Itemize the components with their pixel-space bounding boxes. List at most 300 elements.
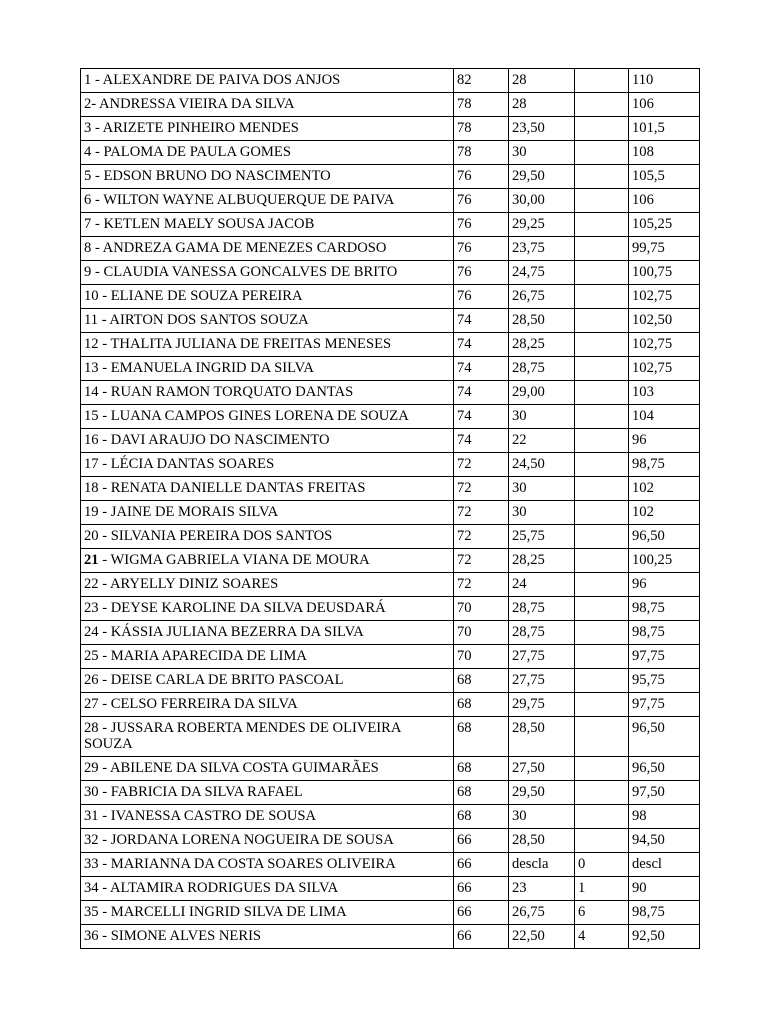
table-row	[81, 357, 700, 381]
candidate-name: ARIZETE PINHEIRO MENDES	[102, 120, 299, 136]
score-b-cell: 28,75	[509, 597, 575, 621]
candidate-name: LÉCIA DANTAS SOARES	[110, 456, 275, 472]
score-b-cell: 30	[509, 477, 575, 501]
candidate-name-cell	[81, 549, 454, 573]
rank-separator: -	[98, 360, 111, 376]
score-a-cell: 72	[454, 453, 509, 477]
score-a-cell: 72	[454, 525, 509, 549]
score-a-cell: 66	[454, 925, 509, 949]
table-row	[81, 717, 700, 757]
rank-separator: -	[98, 648, 111, 664]
score-a-cell: 74	[454, 309, 509, 333]
rank-separator: -	[98, 904, 111, 920]
candidate-name: RENATA DANIELLE DANTAS FREITAS	[110, 480, 366, 496]
rank-separator: -	[98, 336, 111, 352]
candidate-name: MARIANNA DA COSTA SOARES OLIVEIRA	[110, 856, 396, 872]
table-row	[81, 693, 700, 717]
score-c-cell	[575, 477, 629, 501]
candidate-name-cell	[81, 381, 454, 405]
rank-separator: -	[98, 928, 111, 944]
candidate-rank: 4	[84, 144, 92, 160]
score-c-cell	[575, 501, 629, 525]
rank-separator: -	[98, 880, 110, 896]
candidate-name-cell	[81, 453, 454, 477]
candidate-name-cell	[81, 165, 454, 189]
candidate-name: EMANUELA INGRID DA SILVA	[110, 360, 314, 376]
total-score-cell: 98,75	[629, 621, 700, 645]
total-score-cell: 95,75	[629, 669, 700, 693]
candidate-name: ALEXANDRE DE PAIVA DOS ANJOS	[102, 72, 341, 88]
candidate-rank: 8	[84, 240, 92, 256]
candidate-name-cell	[81, 213, 454, 237]
candidate-name: ARYELLY DINIZ SOARES	[109, 576, 279, 592]
score-b-cell: 30	[509, 501, 575, 525]
table-row	[81, 165, 700, 189]
candidate-name: JUSSARA ROBERTA MENDES DE OLIVEIRA SOUZA	[84, 720, 401, 752]
score-a-cell: 74	[454, 381, 509, 405]
score-c-cell	[575, 693, 629, 717]
candidate-name-cell	[81, 309, 454, 333]
rank-separator: -	[91, 72, 103, 88]
score-a-cell: 68	[454, 805, 509, 829]
rank-separator: -	[98, 528, 111, 544]
total-score-cell: 102,50	[629, 309, 700, 333]
candidate-name: KETLEN MAELY SOUSA JACOB	[103, 216, 315, 232]
score-a-cell: 76	[454, 189, 509, 213]
score-a-cell: 68	[454, 717, 509, 757]
score-a-cell: 76	[454, 285, 509, 309]
score-c-cell	[575, 285, 629, 309]
total-score-cell: 104	[629, 405, 700, 429]
score-c-cell	[575, 165, 629, 189]
score-b-cell: 30,00	[509, 189, 575, 213]
candidate-name: THALITA JULIANA DE FREITAS MENESES	[110, 336, 392, 352]
table-row	[81, 621, 700, 645]
score-a-cell: 72	[454, 549, 509, 573]
score-c-cell	[575, 453, 629, 477]
score-b-cell: 23,50	[509, 117, 575, 141]
candidate-name: WILTON WAYNE ALBUQUERQUE DE PAIVA	[103, 192, 395, 208]
candidate-rank: 11	[84, 312, 99, 328]
candidate-name-cell	[81, 429, 454, 453]
score-b-cell: 27,75	[509, 669, 575, 693]
score-a-cell: 66	[454, 829, 509, 853]
candidate-name: PALOMA DE PAULA GOMES	[103, 144, 291, 160]
score-a-cell: 70	[454, 621, 509, 645]
rank-separator: -	[98, 760, 110, 776]
score-b-cell: 26,75	[509, 901, 575, 925]
total-score-cell: 101,5	[629, 117, 700, 141]
rank-separator: -	[91, 240, 103, 256]
rank-separator: -	[98, 784, 111, 800]
candidate-name-cell	[81, 477, 454, 501]
rank-separator: -	[91, 168, 104, 184]
candidate-rank: 21	[84, 552, 99, 568]
candidate-name: AIRTON DOS SANTOS SOUZA	[109, 312, 309, 328]
table-row	[81, 525, 700, 549]
score-c-cell	[575, 237, 629, 261]
rank-separator: -	[98, 576, 110, 592]
total-score-cell: 90	[629, 877, 700, 901]
table-row	[81, 781, 700, 805]
total-score-cell: 97,75	[629, 693, 700, 717]
candidate-rank: 17	[84, 456, 99, 472]
total-score-cell: 102,75	[629, 357, 700, 381]
score-c-cell	[575, 93, 629, 117]
candidate-name-cell	[81, 69, 454, 93]
candidate-name: FABRICIA DA SILVA RAFAEL	[110, 784, 303, 800]
table-row	[81, 877, 700, 901]
candidate-name: ABILENE DA SILVA COSTA GUIMARÃES	[109, 760, 379, 776]
candidate-name-cell	[81, 645, 454, 669]
table-row	[81, 213, 700, 237]
score-b-cell: 28,25	[509, 333, 575, 357]
score-c-cell	[575, 381, 629, 405]
score-c-cell: 1	[575, 877, 629, 901]
candidate-rank: 31	[84, 808, 99, 824]
table-row	[81, 381, 700, 405]
candidate-name-cell	[81, 757, 454, 781]
score-b-cell: 27,75	[509, 645, 575, 669]
rank-separator: -	[98, 432, 111, 448]
candidate-name-cell	[81, 877, 454, 901]
rank-separator: -	[91, 192, 104, 208]
table-row	[81, 69, 700, 93]
candidate-rank: 28	[84, 720, 99, 736]
candidate-name-cell	[81, 573, 454, 597]
table-row	[81, 477, 700, 501]
score-c-cell	[575, 213, 629, 237]
candidate-name-cell	[81, 141, 454, 165]
score-b-cell: 28	[509, 69, 575, 93]
score-a-cell: 70	[454, 597, 509, 621]
score-b-cell: 23,75	[509, 237, 575, 261]
score-a-cell: 68	[454, 781, 509, 805]
total-score-cell: descl	[629, 853, 700, 877]
rank-separator: -	[98, 408, 111, 424]
table-row	[81, 333, 700, 357]
score-a-cell: 68	[454, 693, 509, 717]
candidate-name: SIMONE ALVES NERIS	[110, 928, 262, 944]
total-score-cell: 102	[629, 477, 700, 501]
candidate-name: EDSON BRUNO DO NASCIMENTO	[103, 168, 331, 184]
candidate-name-cell	[81, 925, 454, 949]
candidate-name: RUAN RAMON TORQUATO DANTAS	[110, 384, 354, 400]
candidate-name: LUANA CAMPOS GINES LORENA DE SOUZA	[110, 408, 409, 424]
score-c-cell	[575, 429, 629, 453]
score-a-cell: 70	[454, 645, 509, 669]
total-score-cell: 100,75	[629, 261, 700, 285]
candidate-name: SILVANIA PEREIRA DOS SANTOS	[110, 528, 333, 544]
table-row	[81, 901, 700, 925]
candidate-rank: 25	[84, 648, 99, 664]
candidate-name: JAINE DE MORAIS SILVA	[110, 504, 279, 520]
table-row	[81, 93, 700, 117]
candidate-rank: 35	[84, 904, 99, 920]
score-c-cell	[575, 117, 629, 141]
score-a-cell: 82	[454, 69, 509, 93]
rank-separator: -	[98, 696, 111, 712]
score-c-cell: 0	[575, 853, 629, 877]
total-score-cell: 98,75	[629, 597, 700, 621]
score-c-cell	[575, 781, 629, 805]
score-a-cell: 68	[454, 669, 509, 693]
score-b-cell: 28,50	[509, 717, 575, 757]
candidate-rank: 9	[84, 264, 92, 280]
document-page	[80, 68, 700, 949]
candidate-rank: 24	[84, 624, 99, 640]
score-a-cell: 72	[454, 573, 509, 597]
table-row	[81, 549, 700, 573]
score-b-cell: 28	[509, 93, 575, 117]
score-b-cell: 29,50	[509, 781, 575, 805]
score-c-cell	[575, 333, 629, 357]
candidate-name-cell	[81, 501, 454, 525]
candidate-name: KÁSSIA JULIANA BEZERRA DA SILVA	[110, 624, 364, 640]
candidate-name-cell	[81, 781, 454, 805]
score-c-cell: 4	[575, 925, 629, 949]
score-c-cell	[575, 757, 629, 781]
score-b-cell: 26,75	[509, 285, 575, 309]
score-a-cell: 74	[454, 357, 509, 381]
table-row	[81, 309, 700, 333]
table-row	[81, 757, 700, 781]
candidate-name: JORDANA LORENA NOGUEIRA DE SOUSA	[110, 832, 394, 848]
candidate-rank: 5	[84, 168, 92, 184]
rank-separator: -	[98, 672, 111, 688]
table-row	[81, 261, 700, 285]
candidate-name: ELIANE DE SOUZA PEREIRA	[110, 288, 303, 304]
score-a-cell: 72	[454, 501, 509, 525]
total-score-cell: 102,75	[629, 285, 700, 309]
total-score-cell: 105,5	[629, 165, 700, 189]
score-c-cell	[575, 309, 629, 333]
score-b-cell: 28,50	[509, 309, 575, 333]
results-table-body	[81, 69, 700, 949]
score-a-cell: 74	[454, 405, 509, 429]
candidate-rank: 12	[84, 336, 99, 352]
candidate-name-cell	[81, 405, 454, 429]
score-b-cell: 28,50	[509, 829, 575, 853]
score-a-cell: 68	[454, 757, 509, 781]
candidate-rank: 30	[84, 784, 99, 800]
score-a-cell: 74	[454, 429, 509, 453]
total-score-cell: 103	[629, 381, 700, 405]
score-c-cell	[575, 525, 629, 549]
table-row	[81, 853, 700, 877]
score-b-cell: 24,50	[509, 453, 575, 477]
table-row	[81, 429, 700, 453]
table-row	[81, 237, 700, 261]
candidate-name-cell	[81, 853, 454, 877]
score-b-cell: 29,50	[509, 165, 575, 189]
table-row	[81, 141, 700, 165]
table-row	[81, 669, 700, 693]
rank-separator: -	[98, 456, 111, 472]
total-score-cell: 106	[629, 189, 700, 213]
rank-separator: -	[98, 384, 111, 400]
total-score-cell: 98,75	[629, 453, 700, 477]
score-c-cell	[575, 549, 629, 573]
score-b-cell: 24	[509, 573, 575, 597]
score-c-cell	[575, 669, 629, 693]
score-b-cell: 22	[509, 429, 575, 453]
table-row	[81, 645, 700, 669]
candidate-rank: 33	[84, 856, 99, 872]
table-row	[81, 805, 700, 829]
rank-separator: -	[91, 96, 99, 112]
score-c-cell	[575, 189, 629, 213]
candidate-name-cell	[81, 189, 454, 213]
rank-separator: -	[98, 288, 111, 304]
score-a-cell: 76	[454, 165, 509, 189]
table-row	[81, 189, 700, 213]
candidate-name-cell	[81, 901, 454, 925]
score-a-cell: 78	[454, 141, 509, 165]
rank-separator: -	[91, 216, 104, 232]
candidate-name: MARCELLI INGRID SILVA DE LIMA	[110, 904, 347, 920]
score-c-cell	[575, 261, 629, 285]
candidate-name: ALTAMIRA RODRIGUES DA SILVA	[109, 880, 339, 896]
candidate-rank: 34	[84, 880, 99, 896]
candidate-rank: 26	[84, 672, 99, 688]
total-score-cell: 106	[629, 93, 700, 117]
score-b-cell: 29,00	[509, 381, 575, 405]
score-b-cell: 28,75	[509, 621, 575, 645]
candidate-name-cell	[81, 117, 454, 141]
table-row	[81, 573, 700, 597]
total-score-cell: 96,50	[629, 717, 700, 757]
rank-separator: -	[91, 144, 104, 160]
candidate-rank: 19	[84, 504, 99, 520]
candidate-rank: 16	[84, 432, 99, 448]
score-c-cell	[575, 357, 629, 381]
candidate-name-cell	[81, 693, 454, 717]
results-table	[80, 68, 700, 949]
candidate-name: DEISE CARLA DE BRITO PASCOAL	[110, 672, 344, 688]
table-row	[81, 501, 700, 525]
total-score-cell: 97,75	[629, 645, 700, 669]
rank-separator: -	[98, 720, 111, 736]
candidate-rank: 2	[84, 96, 92, 112]
candidate-rank: 7	[84, 216, 92, 232]
candidate-rank: 36	[84, 928, 99, 944]
table-row	[81, 285, 700, 309]
table-row	[81, 597, 700, 621]
candidate-rank: 27	[84, 696, 99, 712]
score-b-cell: 28,75	[509, 357, 575, 381]
candidate-rank: 6	[84, 192, 92, 208]
score-c-cell	[575, 69, 629, 93]
candidate-rank: 15	[84, 408, 99, 424]
rank-separator: -	[98, 808, 111, 824]
rank-separator: -	[98, 504, 111, 520]
total-score-cell: 102,75	[629, 333, 700, 357]
candidate-rank: 10	[84, 288, 99, 304]
score-c-cell	[575, 141, 629, 165]
candidate-name: MARIA APARECIDA DE LIMA	[110, 648, 307, 664]
candidate-name-cell	[81, 237, 454, 261]
table-row	[81, 117, 700, 141]
candidate-name-cell	[81, 621, 454, 645]
total-score-cell: 96	[629, 429, 700, 453]
candidate-name: ANDREZA GAMA DE MENEZES CARDOSO	[102, 240, 387, 256]
rank-separator: -	[98, 552, 111, 568]
candidate-name-cell	[81, 261, 454, 285]
candidate-rank: 3	[84, 120, 92, 136]
score-a-cell: 66	[454, 853, 509, 877]
candidate-name-cell	[81, 333, 454, 357]
candidate-name-cell	[81, 669, 454, 693]
total-score-cell: 92,50	[629, 925, 700, 949]
total-score-cell: 100,25	[629, 549, 700, 573]
candidate-name: IVANESSA CASTRO DE SOUSA	[110, 808, 317, 824]
score-a-cell: 74	[454, 333, 509, 357]
candidate-name: CLAUDIA VANESSA GONCALVES DE BRITO	[103, 264, 398, 280]
score-b-cell: 22,50	[509, 925, 575, 949]
score-c-cell	[575, 829, 629, 853]
score-b-cell: 29,75	[509, 693, 575, 717]
score-a-cell: 76	[454, 261, 509, 285]
total-score-cell: 94,50	[629, 829, 700, 853]
rank-separator: -	[91, 120, 103, 136]
score-b-cell: 30	[509, 141, 575, 165]
table-row	[81, 405, 700, 429]
score-a-cell: 66	[454, 877, 509, 901]
candidate-name: CELSO FERREIRA DA SILVA	[110, 696, 298, 712]
score-a-cell: 66	[454, 901, 509, 925]
total-score-cell: 96,50	[629, 757, 700, 781]
score-a-cell: 76	[454, 213, 509, 237]
candidate-name: ANDRESSA VIEIRA DA SILVA	[99, 96, 295, 112]
score-b-cell: 30	[509, 805, 575, 829]
score-c-cell	[575, 645, 629, 669]
table-row	[81, 453, 700, 477]
score-b-cell: 27,50	[509, 757, 575, 781]
rank-separator: -	[98, 832, 111, 848]
score-c-cell: 6	[575, 901, 629, 925]
total-score-cell: 98	[629, 805, 700, 829]
candidate-name-cell	[81, 285, 454, 309]
candidate-name-cell	[81, 597, 454, 621]
total-score-cell: 105,25	[629, 213, 700, 237]
rank-separator: -	[98, 480, 111, 496]
candidate-rank: 18	[84, 480, 99, 496]
candidate-rank: 22	[84, 576, 99, 592]
total-score-cell: 96	[629, 573, 700, 597]
score-b-cell: 29,25	[509, 213, 575, 237]
candidate-rank: 29	[84, 760, 99, 776]
score-c-cell	[575, 717, 629, 757]
rank-separator: -	[98, 312, 110, 328]
score-b-cell: 30	[509, 405, 575, 429]
score-b-cell: 25,75	[509, 525, 575, 549]
candidate-name-cell	[81, 829, 454, 853]
score-a-cell: 78	[454, 117, 509, 141]
total-score-cell: 99,75	[629, 237, 700, 261]
rank-separator: -	[91, 264, 104, 280]
score-a-cell: 78	[454, 93, 509, 117]
rank-separator: -	[98, 624, 111, 640]
score-a-cell: 72	[454, 477, 509, 501]
score-c-cell	[575, 621, 629, 645]
candidate-rank: 13	[84, 360, 99, 376]
score-c-cell	[575, 805, 629, 829]
score-c-cell	[575, 597, 629, 621]
rank-separator: -	[98, 856, 111, 872]
total-score-cell: 110	[629, 69, 700, 93]
candidate-name-cell	[81, 357, 454, 381]
